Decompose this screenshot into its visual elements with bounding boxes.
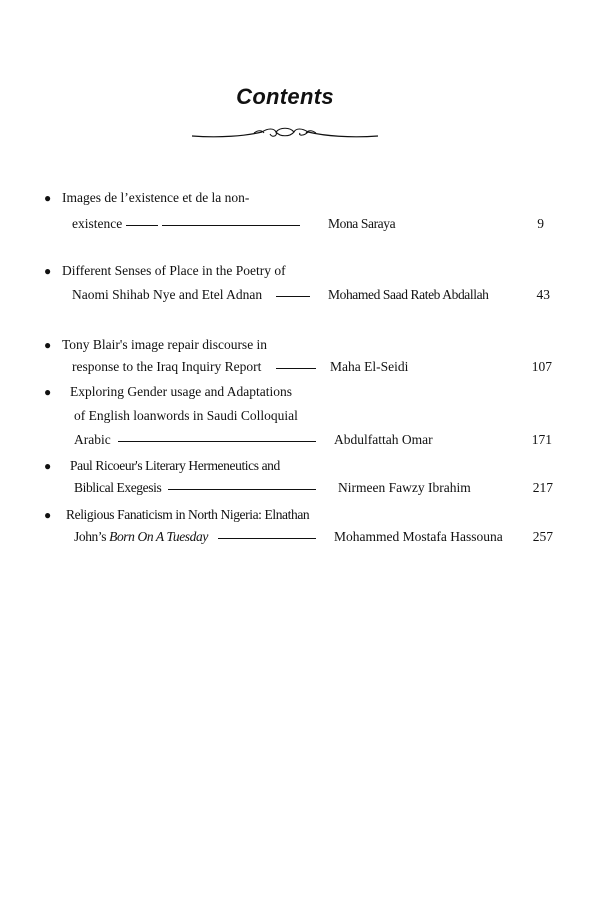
entry-title-line: Biblical Exegesis	[74, 480, 162, 495]
dot-leader	[276, 296, 310, 297]
entry-title-line: Naomi Shihab Nye and Etel Adnan	[72, 287, 263, 302]
entry-title-line: Paul Ricoeur's Literary Hermeneutics and	[70, 458, 280, 473]
entry-author: Abdulfattah Omar	[334, 432, 433, 447]
entry-author: Maha El-Seidi	[330, 359, 409, 374]
entry-title-line: Images de l’existence et de la non-	[62, 190, 250, 205]
entry-author: Nirmeen Fawzy Ibrahim	[338, 480, 471, 495]
entry-page-number: 107	[531, 359, 552, 374]
entry-author: Mohammed Mostafa Hassouna	[334, 529, 503, 544]
entry-author: Mona Saraya	[328, 216, 396, 231]
bullet-dot-icon: ●	[44, 264, 52, 278]
entry-title-line: Tony Blair's image repair discourse in	[62, 337, 268, 352]
entry-title-italic: Born On A Tuesday	[109, 529, 208, 544]
entry-title-line: Exploring Gender usage and Adaptations	[70, 384, 292, 399]
entry-title-line: of English loanwords in Saudi Colloquial	[74, 408, 298, 423]
entry-page-number: 257	[532, 529, 553, 544]
dot-leader	[118, 441, 316, 442]
entry-title-line: existence	[72, 216, 123, 231]
dot-leader	[168, 489, 316, 490]
entry-page-number: 217	[532, 480, 553, 495]
entry-title-line	[74, 527, 208, 547]
dot-leader	[218, 538, 316, 539]
entry-title-line: Different Senses of Place in the Poetry of	[62, 263, 286, 278]
entry-title-line: Religious Fanaticism in North Nigeria: Elnathan	[66, 507, 310, 522]
dot-leader	[126, 225, 158, 226]
dot-leader	[276, 368, 316, 369]
bullet-dot-icon: ●	[44, 191, 52, 205]
bullet-dot-icon: ●	[44, 338, 52, 352]
bullet-dot-icon: ●	[44, 508, 52, 522]
entry-page-number: 9	[537, 216, 544, 231]
page-title: Contents	[236, 84, 334, 109]
dot-leader	[162, 225, 300, 226]
entry-page-number: 171	[531, 432, 552, 447]
bullet-dot-icon: ●	[44, 385, 52, 399]
entry-title-line: response to the Iraq Inquiry Report	[72, 359, 262, 374]
bullet-dot-icon: ●	[44, 459, 52, 473]
entry-page-number: 43	[536, 287, 550, 302]
entry-title-line: Arabic	[74, 432, 111, 447]
swirl-divider-icon	[190, 124, 380, 144]
entry-title-prefix: John’s	[74, 529, 110, 544]
entry-author: Mohamed Saad Rateb Abdallah	[328, 287, 489, 302]
